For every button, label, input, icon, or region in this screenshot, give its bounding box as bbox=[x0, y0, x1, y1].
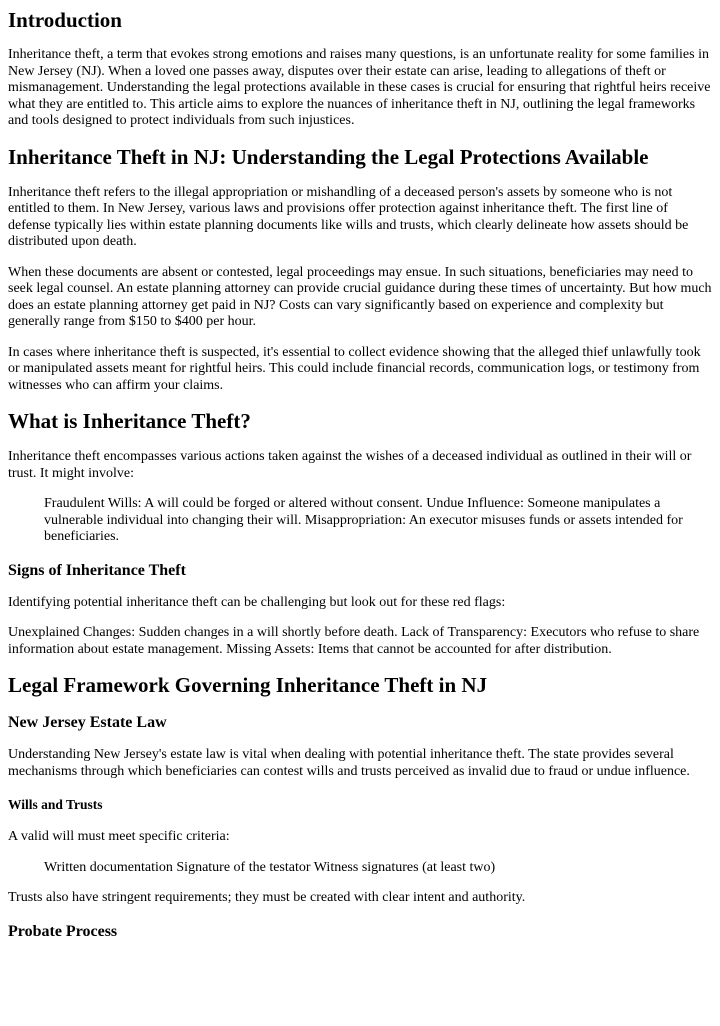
quote-wills-criteria-list: Written documentation Signature of the testator Witness signatures (at least two) bbox=[44, 859, 496, 875]
heading-wills-and-trusts: Wills and Trusts bbox=[8, 797, 103, 812]
article bbox=[0, 8, 720, 941]
heading-nj-estate-law: New Jersey Estate Law bbox=[8, 714, 167, 731]
paragraph-protections-3: In cases where inheritance theft is suspected, it's essential to collect evidence showing that the alleged thief unlawfully took or manipulated assets meant for rightful heirs. This could include financial records, communication logs, or testimony from witnesses who can affirm your claims. bbox=[8, 344, 701, 393]
heading-introduction: Introduction bbox=[8, 8, 122, 32]
paragraph-signs-2: Unexplained Changes: Sudden changes in a will shortly before death. Lack of Transparency: Executors who refuse to share information about estate management. Missing Assets: Items that cannot be accounted for after distribution. bbox=[8, 625, 700, 657]
paragraph-intro: Inheritance theft, a term that evokes strong emotions and raises many questions, is an unfortunate reality for some families in New Jersey (NJ). When a loved one passes away, disputes over their estate can arise, leading to allegations of theft or mismanagement. Understanding the legal protections available in these cases is crucial for ensuring that rightful heirs receive what they are entitled to. This article aims to explore the nuances of inheritance theft in NJ, outlining the legal frameworks and tools designed to protect individuals from such injustices. bbox=[8, 47, 711, 128]
heading-legal-framework: Legal Framework Governing Inheritance Theft in NJ bbox=[8, 673, 488, 697]
paragraph-what-is: Inheritance theft encompasses various actions taken against the wishes of a deceased individual as outlined in their will or trust. It might involve: bbox=[8, 449, 692, 481]
paragraph-trusts: Trusts also have stringent requirements; they must be created with clear intent and authority. bbox=[8, 890, 526, 905]
paragraph-protections-1: Inheritance theft refers to the illegal appropriation or mishandling of a deceased person's assets by someone who is not entitled to them. In New Jersey, various laws and provisions offer protection against inheritance theft. The first line of defense typically lies within estate planning documents like wills and trusts, which clearly delineate how assets should be distributed upon death. bbox=[8, 184, 689, 249]
paragraph-signs-1: Identifying potential inheritance theft can be challenging but look out for these red flags: bbox=[8, 594, 506, 610]
heading-legal-protections: Inheritance Theft in NJ: Understanding the Legal Protections Available bbox=[8, 144, 649, 169]
paragraph-protections-2: When these documents are absent or contested, legal proceedings may ensue. In such situations, beneficiaries may need to seek legal counsel. An estate planning attorney can provide crucial guidance during these times of uncertainty. But how much does an estate planning attorney get paid in NJ? Costs can vary significantly based on experience and complexity but generally range from $150 to $400 per hour. bbox=[8, 264, 712, 329]
heading-what-is: What is Inheritance Theft? bbox=[8, 409, 251, 433]
heading-probate-process: Probate Process bbox=[8, 922, 118, 940]
heading-signs: Signs of Inheritance Theft bbox=[8, 561, 186, 579]
quote-what-is-list: Fraudulent Wills: A will could be forged or altered without consent. Undue Influence: Someone manipulates a vulnerable individual into changing their will. Misappropriation: An executor misuses funds or assets intended for beneficiaries. bbox=[44, 496, 683, 544]
paragraph-estate-law: Understanding New Jersey's estate law is vital when dealing with potential inheritance theft. The state provides several mechanisms through which beneficiaries can contest wills and trusts perceived as invalid due to fraud or undue influence. bbox=[8, 747, 690, 779]
paragraph-wills-criteria: A valid will must meet specific criteria: bbox=[8, 829, 230, 844]
